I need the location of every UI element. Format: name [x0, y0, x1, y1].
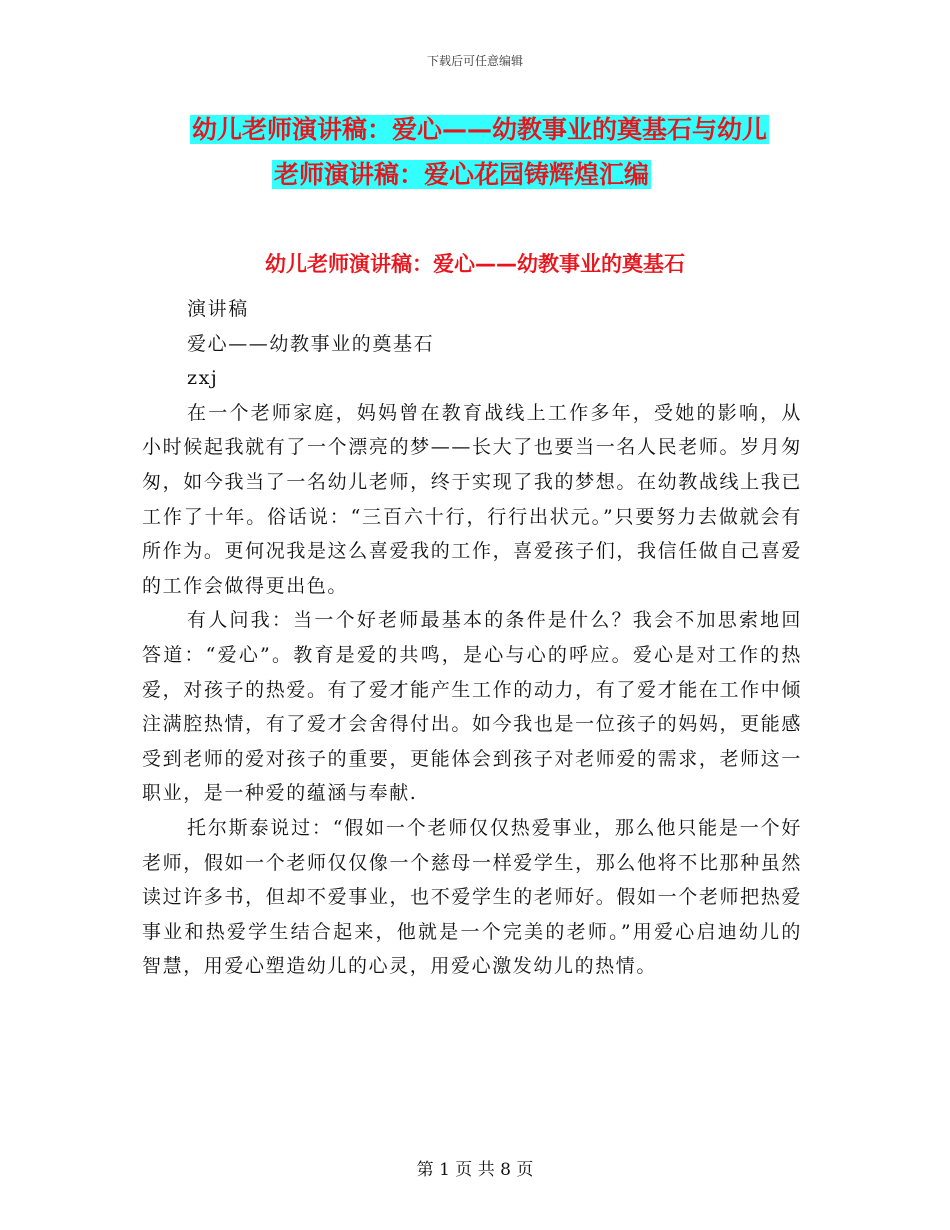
- document-title-line-2-text: 老师演讲稿：爱心花园铸辉煌汇编: [274, 160, 650, 189]
- author-name: zxj: [187, 367, 219, 390]
- section-title: 幼儿老师演讲稿：爱心——幼教事业的奠基石: [265, 252, 685, 276]
- document-title-line-2: [272, 155, 651, 195]
- body-paragraph: 有人问我：当一个好老师最基本的条件是什么？我会不加思索地回答道：“爱心”。教育是爱的共鸣，是心与心的呼应。爱心是对工作的热爱，对孩子的热爱。有了爱才能产生工作的动力，有了爱才能在工作中倾注满腔热情，有了爱才会舍得付出。如今我也是一位孩子的妈妈，更能感受到老师的爱对孩子的重要，更能体会到孩子对老师爱的需求，老师这一职业，是一种爱的蕴涵与奉献.: [142, 609, 802, 805]
- speech-label: 演讲稿: [187, 298, 249, 320]
- speech-subtitle: 爱心——幼教事业的奠基石: [187, 332, 435, 355]
- page-header-note: 下载后可任意编辑: [426, 54, 523, 68]
- document-title-line-1-text: 幼儿老师演讲稿：爱心——幼教事业的奠基石与幼儿: [192, 115, 768, 144]
- document-body: [142, 292, 802, 984]
- body-paragraph: 在一个老师家庭，妈妈曾在教育战线上工作多年，受她的影响，从小时候起我就有了一个漂亮的梦——长大了也要当一名人民老师。岁月匆匆，如今我当了一名幼儿老师，终于实现了我的梦想。在幼教战线上我已工作了十年。俗话说：“三百六十行，行行出状元。”只要努力去做就会有所作为。更何况我是这么喜爱我的工作，喜爱孩子们，我信任做自己喜爱的工作会做得更出色。: [142, 401, 802, 597]
- page-number-footer: 第 1 页 共 8 页: [416, 1160, 534, 1180]
- document-title-line-1: [190, 110, 769, 150]
- body-paragraph: 托尔斯泰说过：“假如一个老师仅仅热爱事业，那么他只能是一个好老师，假如一个老师仅仅像一个慈母一样爱学生，那么他将不比那种虽然读过许多书，但却不爱事业，也不爱学生的老师好。假如一个老师把热爱事业和热爱学生结合起来，他就是一个完美的老师。”用爱心启迪幼儿的智慧，用爱心塑造幼儿的心灵，用爱心激发幼儿的热情。: [142, 816, 802, 978]
